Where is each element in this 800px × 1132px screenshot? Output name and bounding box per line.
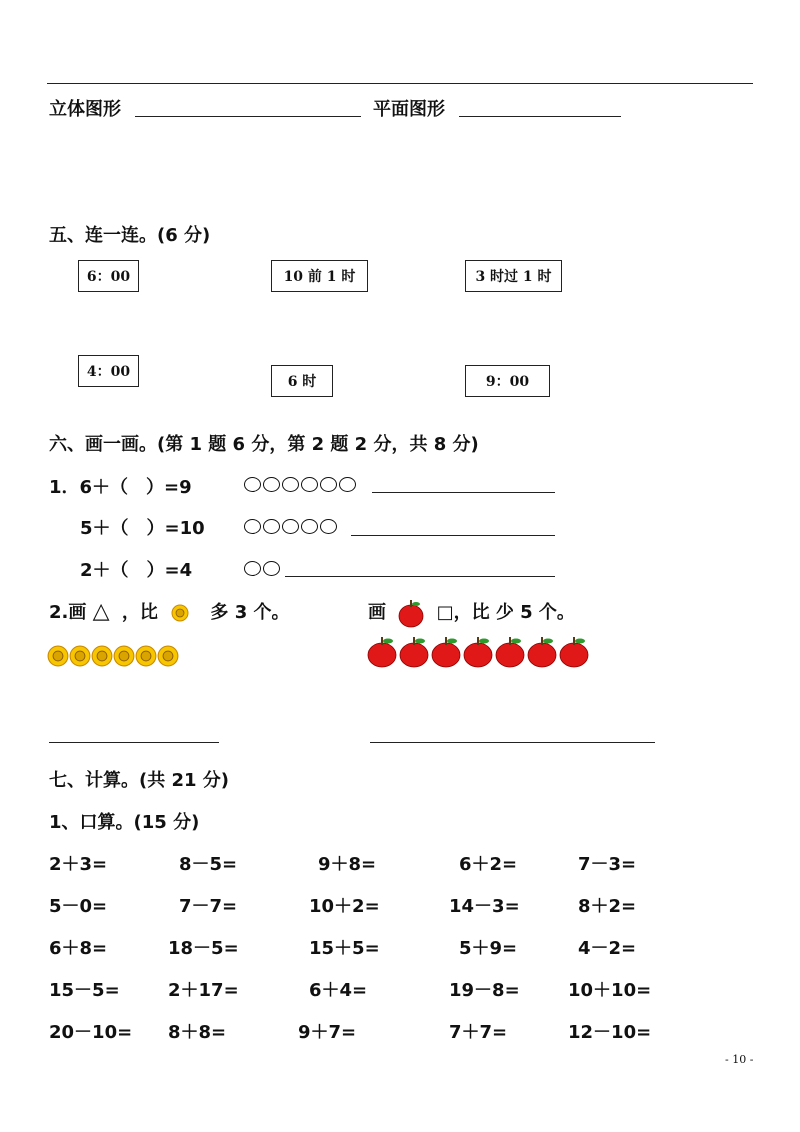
circle-icon <box>282 477 299 492</box>
section5-title: 五、连一连。(6 分) <box>49 225 211 246</box>
clock-box-3[interactable]: 3 时过 1 时 <box>465 260 562 292</box>
calc-item[interactable]: 14－3= <box>449 896 520 917</box>
clock-box-6[interactable]: 9：00 <box>465 365 550 397</box>
circle-icon <box>301 519 318 534</box>
section7-title: 七、计算。(共 21 分) <box>49 770 230 791</box>
q2-right-prefix: 画 <box>368 602 386 623</box>
q1-row2-label: 5＋（ ）=10 <box>80 518 205 539</box>
circle-icon <box>244 561 261 576</box>
calc-item[interactable]: 10＋2= <box>309 896 380 917</box>
calc-item[interactable]: 12－10= <box>568 1022 652 1043</box>
q2-left-prefix: 2.画 <box>49 602 87 623</box>
circle-icon <box>339 477 356 492</box>
q1-row2-circles <box>244 516 339 535</box>
section6-title: 六、画一画。(第 1 题 6 分，第 2 题 2 分，共 8 分) <box>49 434 479 455</box>
calc-item[interactable]: 6＋4= <box>309 980 368 1001</box>
circle-icon <box>320 519 337 534</box>
apple-icon <box>558 634 590 668</box>
circle-icon <box>301 477 318 492</box>
plane-shapes-answer-line[interactable] <box>459 116 621 117</box>
calc-item[interactable]: 8＋8= <box>168 1022 227 1043</box>
q1-row3-circles <box>244 558 282 577</box>
triangle-icon: △ <box>92 599 110 624</box>
calc-item[interactable]: 19－8= <box>449 980 520 1001</box>
sunflower-icon <box>170 603 190 623</box>
circle-icon <box>263 561 280 576</box>
sunflower-icon <box>157 645 179 667</box>
calc-item[interactable]: 7－3= <box>578 854 637 875</box>
calc-item[interactable]: 10＋10= <box>568 980 652 1001</box>
calc-item[interactable]: 2＋3= <box>49 854 108 875</box>
q2-left-answer-line[interactable] <box>49 742 219 743</box>
sunflower-icon <box>135 645 157 667</box>
circle-icon <box>263 519 280 534</box>
apple-icon <box>396 598 426 628</box>
calc-row-4 <box>0 976 800 1000</box>
circle-icon <box>320 477 337 492</box>
apple-row <box>366 634 590 668</box>
calc-row-5 <box>0 1018 800 1042</box>
q2-left-suffix: 多 3 个。 <box>210 602 290 623</box>
clock-box-4[interactable]: 4：00 <box>78 355 139 387</box>
sunflower-icon <box>47 645 69 667</box>
calc-item[interactable]: 8－5= <box>179 854 238 875</box>
clock-box-5[interactable]: 6 时 <box>271 365 333 397</box>
q2-left-mid: ，比 <box>121 602 158 623</box>
calc-item[interactable]: 6＋8= <box>49 938 108 959</box>
apple-icon <box>366 634 398 668</box>
calc-item[interactable]: 4－2= <box>578 938 637 959</box>
sunflower-icon <box>69 645 91 667</box>
q1-row1-label: 1．6＋（ ）=9 <box>49 477 192 498</box>
sunflower-icon <box>91 645 113 667</box>
q1-row1-circles <box>244 474 358 493</box>
circle-icon <box>244 519 261 534</box>
clock-box-1[interactable]: 6：00 <box>78 260 139 292</box>
q1-row1-answer-line[interactable] <box>372 492 555 493</box>
calc-item[interactable]: 5＋9= <box>459 938 518 959</box>
q2-right-prompt <box>368 598 575 628</box>
apple-icon <box>526 634 558 668</box>
q1-row2-answer-line[interactable] <box>351 535 555 536</box>
calc-row-2 <box>0 892 800 916</box>
circle-icon <box>263 477 280 492</box>
calc-row-1 <box>0 850 800 874</box>
page-number: - 10 - <box>725 1053 754 1066</box>
apple-icon <box>430 634 462 668</box>
q2-right-answer-line[interactable] <box>370 742 655 743</box>
calc-item[interactable]: 15＋5= <box>309 938 380 959</box>
circle-icon <box>244 477 261 492</box>
calc-item[interactable]: 8＋2= <box>578 896 637 917</box>
calc-item[interactable]: 9＋8= <box>318 854 377 875</box>
calc-item[interactable]: 7－7= <box>179 896 238 917</box>
sunflower-row <box>47 645 179 667</box>
q2-right-suffix: □，比 少 5 个。 <box>436 602 575 623</box>
calc-item[interactable]: 7＋7= <box>449 1022 508 1043</box>
clock-box-2[interactable]: 10 前 1 时 <box>271 260 368 292</box>
solid-shapes-answer-line[interactable] <box>135 116 361 117</box>
apple-icon <box>494 634 526 668</box>
circle-icon <box>282 519 299 534</box>
q1-row3-label: 2＋（ ）=4 <box>80 560 193 581</box>
calc-item[interactable]: 18－5= <box>168 938 239 959</box>
calc-item[interactable]: 5－0= <box>49 896 108 917</box>
q1-row3-answer-line[interactable] <box>285 576 555 577</box>
calc-row-3 <box>0 934 800 958</box>
calc-item[interactable]: 6＋2= <box>459 854 518 875</box>
calc-item[interactable]: 2＋17= <box>168 980 239 1001</box>
q2-left-prompt <box>49 598 289 624</box>
calc-item[interactable]: 20－10= <box>49 1022 133 1043</box>
sunflower-icon <box>113 645 135 667</box>
calc-item[interactable]: 9＋7= <box>298 1022 357 1043</box>
solid-shapes-label: 立体图形 <box>49 99 121 120</box>
apple-icon <box>398 634 430 668</box>
oral-calc-title: 1、口算。(15 分) <box>49 812 200 833</box>
calc-item[interactable]: 15－5= <box>49 980 120 1001</box>
apple-icon <box>462 634 494 668</box>
plane-shapes-label: 平面图形 <box>373 99 445 120</box>
top-divider <box>47 83 753 84</box>
